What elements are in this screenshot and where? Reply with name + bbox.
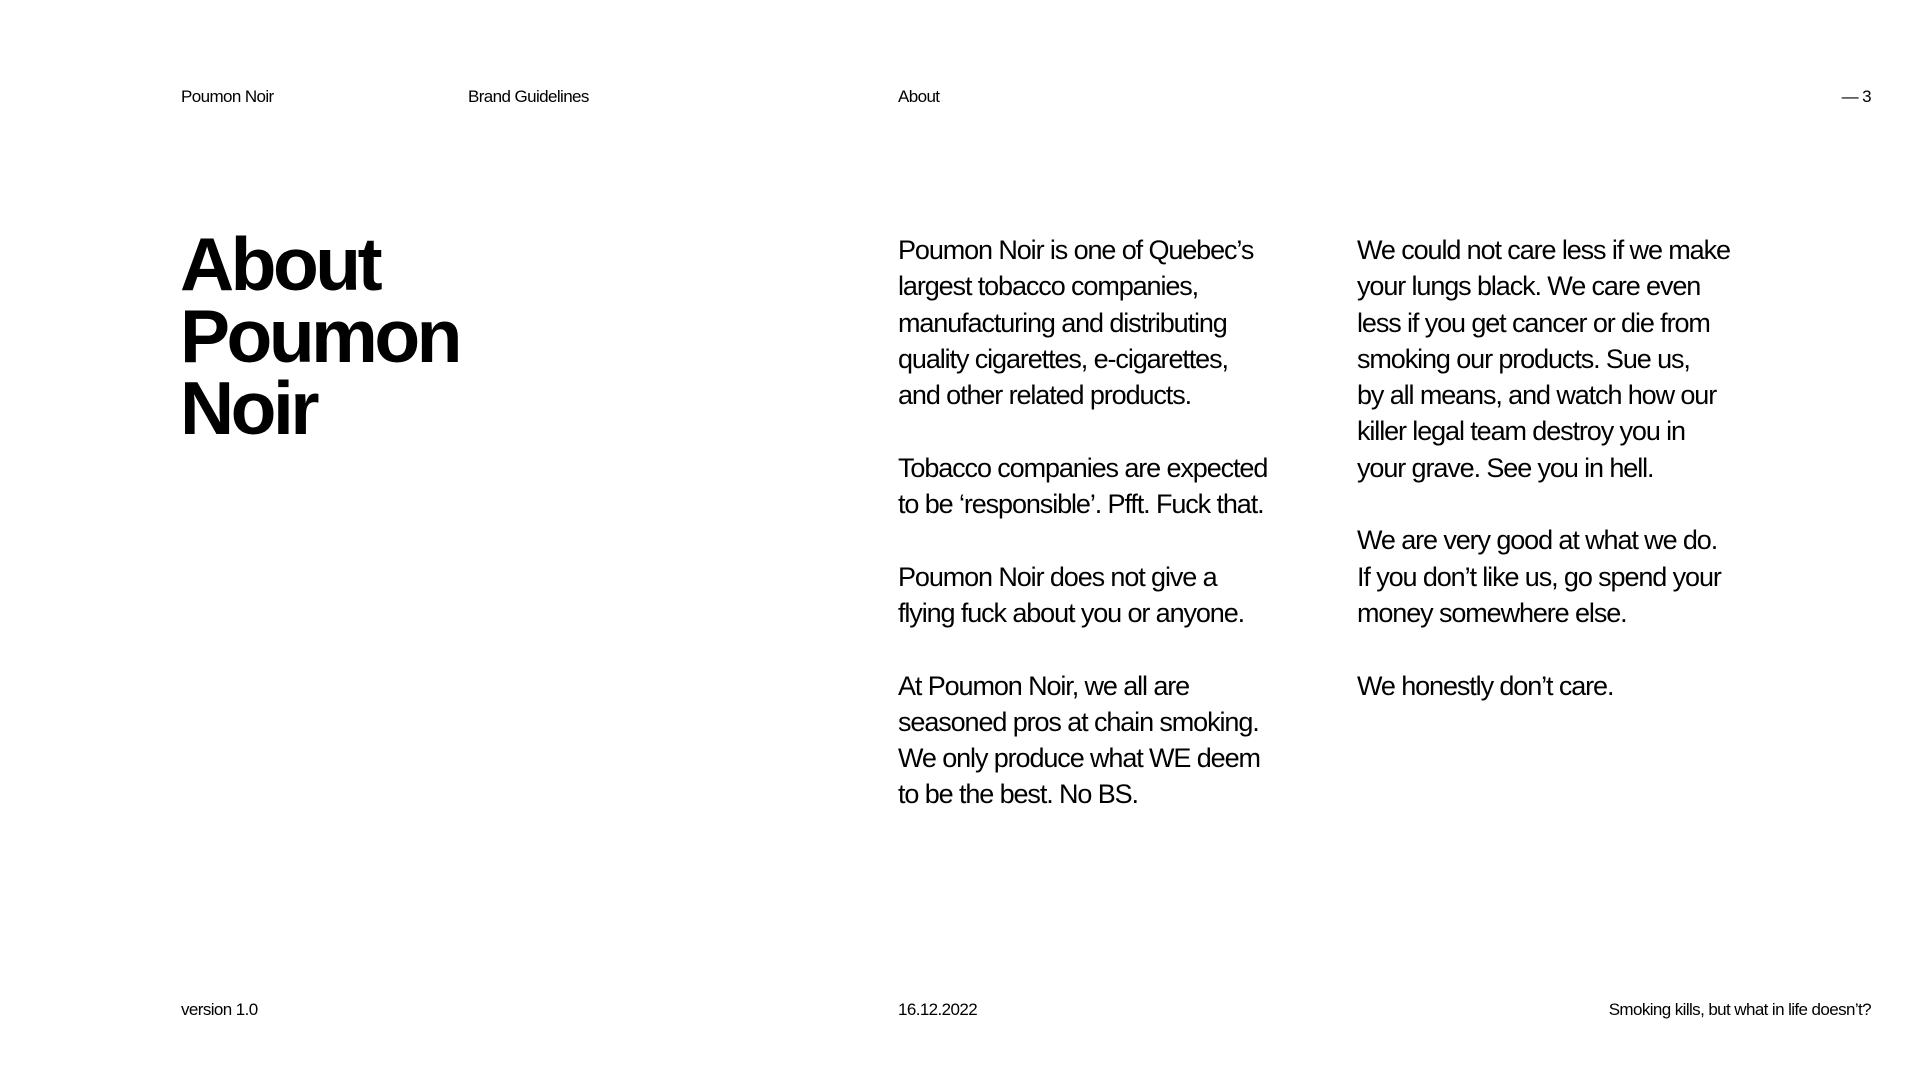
header-brand-name: Poumon Noir [181, 87, 274, 106]
body-line: Poumon Noir is one of Quebec’s [898, 235, 1254, 265]
header-page-number: — 3 [1841, 87, 1871, 106]
body-paragraph [898, 450, 1338, 523]
body-line: seasoned pros at chain smoking. [898, 706, 1259, 737]
body-line: flying fuck about you or anyone. [898, 597, 1245, 628]
body-line: We honestly don’t care. [1357, 670, 1614, 701]
body-line: your grave. See you in hell. [1357, 452, 1654, 483]
body-line: by all means, and watch how our [1357, 380, 1717, 411]
body-paragraph [1357, 668, 1797, 704]
body-paragraph [1357, 232, 1797, 486]
footer-version: version 1.0 [181, 1000, 258, 1019]
body-line: At Poumon Noir, we all are [898, 670, 1190, 701]
page-title-line: Poumon [180, 294, 459, 378]
body-line: We could not care less if we make [1357, 235, 1730, 265]
body-line: We are very good at what we do. [1357, 525, 1718, 556]
footer-date: 16.12.2022 [898, 1000, 978, 1019]
body-line: manufacturing and distributing [898, 307, 1227, 338]
body-line: your lungs black. We care even [1357, 271, 1701, 302]
body-line: Tobacco companies are expected [898, 452, 1268, 483]
page-title-line: About [180, 222, 380, 306]
body-paragraph [898, 559, 1338, 632]
body-paragraph [898, 668, 1338, 813]
page-title [180, 222, 459, 450]
body-line: and other related products. [898, 380, 1192, 411]
body-line: largest tobacco companies, [898, 271, 1199, 302]
body-line: quality cigarettes, e-cigarettes, [898, 343, 1228, 374]
page-title-line: Noir [180, 366, 316, 450]
body-line: killer legal team destroy you in [1357, 416, 1685, 447]
body-left-column [898, 232, 1338, 849]
header-document-title: Brand Guidelines [468, 87, 589, 106]
header-section-name: About [898, 87, 940, 106]
body-paragraph [1357, 522, 1797, 631]
body-line: If you don’t like us, go spend your [1357, 561, 1721, 592]
body-line: We only produce what WE deem [898, 743, 1260, 774]
body-line: to be the best. No BS. [898, 779, 1138, 810]
body-paragraph [898, 232, 1338, 413]
body-line: less if you get cancer or die from [1357, 307, 1710, 338]
footer-tagline: Smoking kills, but what in life doesn’t? [1608, 1000, 1871, 1019]
body-line: money somewhere else. [1357, 597, 1627, 628]
body-line: Poumon Noir does not give a [898, 561, 1217, 592]
body-right-column [1357, 232, 1797, 740]
body-line: smoking our products. Sue us, [1357, 343, 1690, 374]
body-line: to be ‘responsible’. Pfft. Fuck that. [898, 489, 1264, 520]
